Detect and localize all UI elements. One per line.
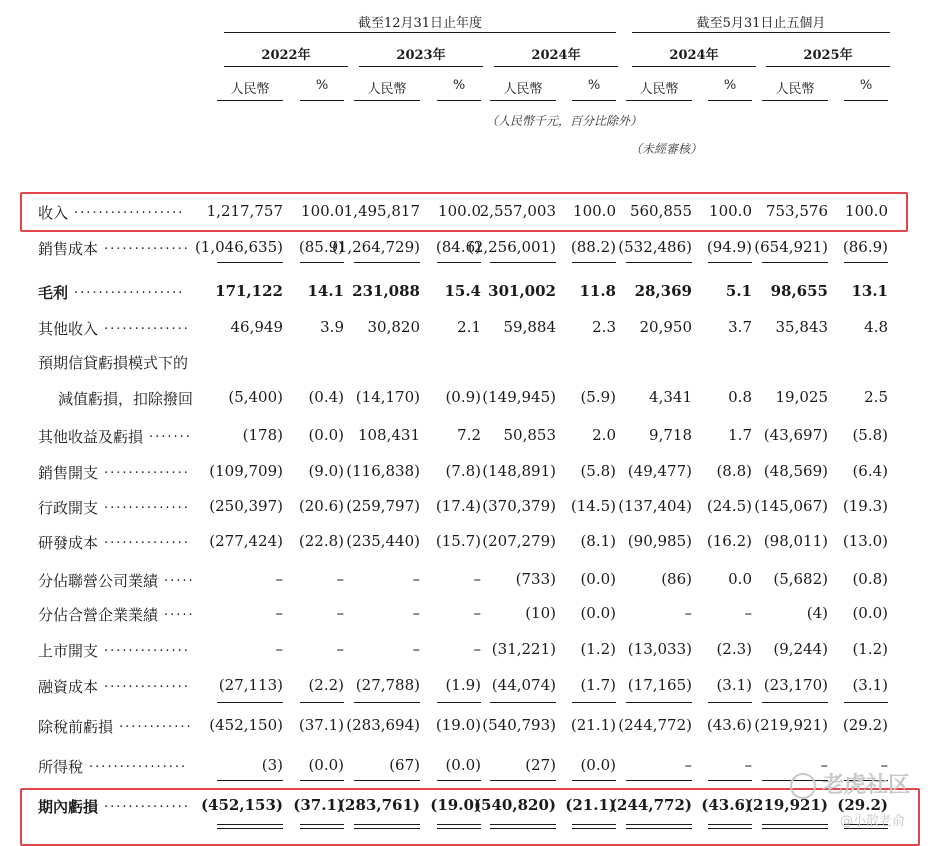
cell-amount: (49,477) <box>627 462 692 480</box>
cell-percent: (1.7) <box>580 676 616 694</box>
cell-amount: (27,113) <box>218 676 283 694</box>
col-header-rule <box>300 100 344 101</box>
cell-percent: (24.5) <box>706 497 752 515</box>
cell-amount: (86) <box>661 570 692 588</box>
cell-amount: (31,221) <box>491 640 556 658</box>
cell-amount: (14,170) <box>355 388 420 406</box>
cell-percent: (20.6) <box>298 497 344 515</box>
cell-amount: (145,067) <box>754 497 828 515</box>
cell-percent: 100.0 <box>573 202 616 220</box>
col-header-rule <box>490 100 556 101</box>
cell-percent: 100.0 <box>709 202 752 220</box>
cell-percent: 0.8 <box>728 388 752 406</box>
col-header-rmb: 人民幣 <box>503 82 543 97</box>
cell-amount: (277,424) <box>209 532 283 550</box>
col-header-rmb: 人民幣 <box>639 82 679 97</box>
cell-amount: (17,165) <box>627 676 692 694</box>
cell-percent: 13.1 <box>851 282 888 300</box>
subtotal-rule <box>762 262 828 263</box>
cell-percent: (94.9) <box>706 238 752 256</box>
row-label: 其他收益及虧損 <box>38 428 144 446</box>
subtotal-rule <box>572 780 616 781</box>
row-label: 收入 <box>38 204 69 222</box>
cell-amount: (178) <box>242 426 283 444</box>
col-header-rule <box>844 100 888 101</box>
cell-percent: (37.1) <box>298 716 344 734</box>
note-unaudited: （未經審核） <box>630 142 703 156</box>
row-leader-dots: ..... <box>164 604 195 619</box>
cell-amount: (10) <box>525 604 556 622</box>
cell-amount: (148,891) <box>482 462 556 480</box>
cell-amount: (116,838) <box>346 462 420 480</box>
cell-percent: (3.1) <box>716 676 752 694</box>
cell-amount: (654,921) <box>754 238 828 256</box>
cell-amount: (2,256,001) <box>467 238 556 256</box>
cell-amount: (4) <box>806 604 828 622</box>
cell-amount: – <box>684 756 692 774</box>
cell-percent: (15.7) <box>435 532 481 550</box>
row-label: 行政開支 <box>38 499 99 517</box>
subtotal-rule <box>354 262 420 263</box>
col-header-rule <box>437 100 481 101</box>
cell-amount: (219,921) <box>754 716 828 734</box>
cell-amount: 46,949 <box>230 318 283 336</box>
row-leader-dots: .............. <box>104 318 190 333</box>
row-leader-dots: .............. <box>104 238 190 253</box>
cell-amount: 1,217,757 <box>206 202 283 220</box>
row-label: 減值虧損，扣除撥回 <box>58 390 194 408</box>
row-label: 期內虧損 <box>38 798 99 816</box>
cell-percent: 100.0 <box>438 202 481 220</box>
year-rule <box>224 66 348 67</box>
watermark-brand <box>790 768 910 799</box>
cell-percent: (2.3) <box>716 640 752 658</box>
cell-percent: 15.4 <box>444 282 481 300</box>
cell-percent: (19.0) <box>430 796 481 814</box>
subtotal-rule <box>217 702 283 703</box>
row-label: 分佔聯營公司業績 <box>38 572 159 590</box>
cell-percent: (29.2) <box>837 796 888 814</box>
col-header-pct: % <box>859 78 873 93</box>
cell-amount: (90,985) <box>627 532 692 550</box>
cell-amount: (48,569) <box>763 462 828 480</box>
subtotal-rule <box>490 780 556 781</box>
col-header-rule <box>354 100 420 101</box>
cell-amount: (532,486) <box>618 238 692 256</box>
col-header-pct: % <box>315 78 329 93</box>
cell-percent: (8.8) <box>716 462 752 480</box>
year-header: 2024年 <box>669 48 719 63</box>
row-leader-dots: .............. <box>104 640 190 655</box>
cell-percent: 5.1 <box>725 282 752 300</box>
cell-amount: (5,682) <box>773 570 828 588</box>
row-leader-dots: .............. <box>104 462 190 477</box>
cell-amount: (540,793) <box>482 716 556 734</box>
year-header: 2022年 <box>261 48 311 63</box>
subtotal-rule <box>490 262 556 263</box>
highlight-box-revenue <box>20 192 908 232</box>
cell-amount: 35,843 <box>775 318 828 336</box>
cell-amount: (370,379) <box>482 497 556 515</box>
cell-amount: 30,820 <box>367 318 420 336</box>
cell-percent: – <box>744 604 752 622</box>
row-leader-dots: .................. <box>74 282 185 297</box>
cell-amount: (540,820) <box>473 796 556 814</box>
cell-amount: (733) <box>515 570 556 588</box>
tiger-logo-icon <box>790 773 816 799</box>
subtotal-rule <box>708 702 752 703</box>
cell-amount: 19,025 <box>775 388 828 406</box>
watermark-handle: @小散老俞 <box>840 814 906 829</box>
cell-amount: (235,440) <box>346 532 420 550</box>
watermark-brand-text: 老虎社区 <box>822 773 911 798</box>
year-rule <box>766 66 890 67</box>
cell-percent: (0.0) <box>852 604 888 622</box>
col-header-rmb: 人民幣 <box>775 82 815 97</box>
cell-percent: (88.2) <box>570 238 616 256</box>
col-header-rule <box>626 100 692 101</box>
cell-amount: 28,369 <box>634 282 692 300</box>
cell-amount: 753,576 <box>765 202 828 220</box>
cell-percent: (19.3) <box>842 497 888 515</box>
cell-percent: (19.0) <box>435 716 481 734</box>
cell-amount: (207,279) <box>482 532 556 550</box>
row-leader-dots: .............. <box>104 532 190 547</box>
col-header-rule <box>572 100 616 101</box>
cell-percent: 3.7 <box>728 318 752 336</box>
subtotal-rule <box>300 262 344 263</box>
cell-percent: (0.0) <box>580 756 616 774</box>
subtotal-rule <box>300 780 344 781</box>
cell-percent: 2.1 <box>457 318 481 336</box>
cell-amount: 171,122 <box>215 282 283 300</box>
cell-amount: 2,557,003 <box>479 202 556 220</box>
subtotal-rule <box>708 780 752 781</box>
row-label: 研發成本 <box>38 534 99 552</box>
subtotal-rule <box>217 262 283 263</box>
cell-percent: (21.1) <box>570 716 616 734</box>
subtotal-rule <box>437 262 481 263</box>
col-header-rmb: 人民幣 <box>230 82 270 97</box>
cell-percent: – <box>336 640 344 658</box>
subtotal-rule <box>626 702 692 703</box>
cell-percent: (7.8) <box>445 462 481 480</box>
cell-amount: – <box>412 570 420 588</box>
row-leader-dots: .............. <box>104 796 190 811</box>
subtotal-rule <box>708 262 752 263</box>
cell-percent: 1.7 <box>728 426 752 444</box>
cell-percent: (1.9) <box>445 676 481 694</box>
cell-percent: (16.2) <box>706 532 752 550</box>
cell-percent: (0.0) <box>580 604 616 622</box>
cell-percent: – <box>336 604 344 622</box>
cell-percent: (86.9) <box>842 238 888 256</box>
year-rule <box>632 66 756 67</box>
cell-percent: (0.8) <box>852 570 888 588</box>
subtotal-rule <box>217 780 283 781</box>
year-rule <box>359 66 483 67</box>
col-header-pct: % <box>452 78 466 93</box>
subtotal-rule <box>626 262 692 263</box>
cell-amount: (5,400) <box>228 388 283 406</box>
cell-amount: 20,950 <box>639 318 692 336</box>
cell-percent: (3.1) <box>852 676 888 694</box>
cell-amount: 59,884 <box>503 318 556 336</box>
cell-amount: – <box>412 640 420 658</box>
cell-amount: (250,397) <box>209 497 283 515</box>
row-leader-dots: ....... <box>149 426 192 441</box>
cell-percent: (85.9) <box>298 238 344 256</box>
cell-amount: (27,788) <box>355 676 420 694</box>
cell-amount: (1,264,729) <box>331 238 420 256</box>
cell-amount: (13,033) <box>627 640 692 658</box>
year-header: 2023年 <box>396 48 446 63</box>
cell-percent: (17.4) <box>435 497 481 515</box>
row-leader-dots: ..... <box>164 570 195 585</box>
cell-percent: (0.4) <box>308 388 344 406</box>
cell-percent: 7.2 <box>457 426 481 444</box>
cell-amount: (109,709) <box>209 462 283 480</box>
row-label: 所得稅 <box>38 758 84 776</box>
cell-amount: (149,945) <box>482 388 556 406</box>
row-leader-dots: .............. <box>104 676 190 691</box>
cell-amount: 9,718 <box>649 426 692 444</box>
cell-amount: 560,855 <box>629 202 692 220</box>
cell-percent: 100.0 <box>845 202 888 220</box>
cell-amount: (283,694) <box>346 716 420 734</box>
subtotal-rule <box>300 702 344 703</box>
cell-percent: (0.0) <box>308 426 344 444</box>
year-header: 2024年 <box>531 48 581 63</box>
cell-percent: (43.6) <box>706 716 752 734</box>
col-header-rule <box>217 100 283 101</box>
cell-percent: 4.8 <box>864 318 888 336</box>
subtotal-rule <box>626 780 692 781</box>
cell-amount: (98,011) <box>763 532 828 550</box>
cell-amount: (452,153) <box>200 796 283 814</box>
cell-percent: 11.8 <box>579 282 616 300</box>
cell-percent: (1.2) <box>580 640 616 658</box>
row-label: 其他收入 <box>38 320 99 338</box>
cell-percent: – <box>880 756 888 774</box>
cell-percent: (14.5) <box>570 497 616 515</box>
cell-amount: (259,797) <box>346 497 420 515</box>
cell-amount: (283,761) <box>337 796 420 814</box>
header-rule <box>224 32 616 33</box>
cell-amount: (9,244) <box>773 640 828 658</box>
cell-percent: (13.0) <box>842 532 888 550</box>
col-header-rmb: 人民幣 <box>367 82 407 97</box>
cell-percent: (43.6) <box>701 796 752 814</box>
cell-percent: (22.8) <box>298 532 344 550</box>
row-label: 預期信貸虧損模式下的 <box>38 354 189 372</box>
subtotal-rule <box>572 262 616 263</box>
row-leader-dots: .................. <box>74 202 185 217</box>
cell-amount: (3) <box>261 756 283 774</box>
cell-percent: (0.0) <box>308 756 344 774</box>
cell-amount: (452,150) <box>209 716 283 734</box>
year-header: 2025年 <box>803 48 853 63</box>
cell-amount: 98,655 <box>770 282 828 300</box>
cell-percent: 100.0 <box>301 202 344 220</box>
cell-percent: – <box>473 570 481 588</box>
cell-amount: (43,697) <box>763 426 828 444</box>
cell-amount: (244,772) <box>618 716 692 734</box>
row-label: 銷售成本 <box>38 240 99 258</box>
cell-percent: (2.2) <box>308 676 344 694</box>
cell-percent: 2.0 <box>592 426 616 444</box>
cell-percent: 3.9 <box>320 318 344 336</box>
cell-amount: 301,002 <box>488 282 556 300</box>
cell-percent: (0.0) <box>445 756 481 774</box>
row-label: 融資成本 <box>38 678 99 696</box>
row-label: 除稅前虧損 <box>38 718 114 736</box>
cell-amount: (219,921) <box>745 796 828 814</box>
cell-amount: (23,170) <box>763 676 828 694</box>
cell-percent: 0.0 <box>728 570 752 588</box>
row-leader-dots: .............. <box>104 497 190 512</box>
cell-percent: – <box>336 570 344 588</box>
cell-amount: (244,772) <box>609 796 692 814</box>
cell-amount: 50,853 <box>503 426 556 444</box>
cell-percent: (29.2) <box>842 716 888 734</box>
cell-percent: – <box>473 640 481 658</box>
header-rule <box>632 32 890 33</box>
row-leader-dots: ................ <box>89 756 188 771</box>
header-group-fiscal-year: 截至12月31日止年度 <box>357 16 483 31</box>
year-rule <box>494 66 618 67</box>
col-header-pct: % <box>587 78 601 93</box>
subtotal-rule <box>490 702 556 703</box>
cell-percent: 2.3 <box>592 318 616 336</box>
cell-percent: 14.1 <box>307 282 344 300</box>
col-header-rule <box>762 100 828 101</box>
cell-amount: – <box>412 604 420 622</box>
subtotal-rule <box>572 702 616 703</box>
subtotal-rule <box>844 702 888 703</box>
cell-amount: 231,088 <box>352 282 420 300</box>
subtotal-rule <box>354 702 420 703</box>
cell-percent: (8.1) <box>580 532 616 550</box>
note-units: （人民幣千元，百分比除外） <box>486 114 643 128</box>
row-leader-dots: ............ <box>119 716 193 731</box>
cell-amount: (27) <box>525 756 556 774</box>
cell-percent: (9.0) <box>308 462 344 480</box>
cell-amount: (137,404) <box>618 497 692 515</box>
cell-percent: (84.6) <box>435 238 481 256</box>
row-label: 分佔合營企業業績 <box>38 606 159 624</box>
cell-percent: (5.8) <box>580 462 616 480</box>
cell-percent: (6.4) <box>852 462 888 480</box>
cell-percent: 2.5 <box>864 388 888 406</box>
subtotal-rule <box>354 780 420 781</box>
cell-amount: – <box>820 756 828 774</box>
cell-amount: 1,495,817 <box>343 202 420 220</box>
cell-amount: – <box>275 640 283 658</box>
subtotal-rule <box>844 262 888 263</box>
cell-amount: 108,431 <box>357 426 420 444</box>
col-header-pct: % <box>723 78 737 93</box>
cell-percent: – <box>744 756 752 774</box>
header-group-five-months: 截至5月31日止五個月 <box>696 16 826 31</box>
cell-percent: (37.1) <box>293 796 344 814</box>
cell-percent: (0.0) <box>580 570 616 588</box>
cell-amount: 4,341 <box>649 388 692 406</box>
cell-amount: (1,046,635) <box>194 238 283 256</box>
cell-percent: (0.9) <box>445 388 481 406</box>
subtotal-rule <box>762 702 828 703</box>
highlight-box-loss <box>20 788 920 846</box>
cell-amount: (44,074) <box>491 676 556 694</box>
row-label: 銷售開支 <box>38 464 99 482</box>
cell-percent: (21.1) <box>565 796 616 814</box>
cell-amount: (67) <box>389 756 420 774</box>
cell-amount: – <box>275 604 283 622</box>
cell-percent: (5.8) <box>852 426 888 444</box>
cell-percent: (1.2) <box>852 640 888 658</box>
row-label: 毛利 <box>38 284 69 302</box>
cell-amount: – <box>684 604 692 622</box>
subtotal-rule <box>437 702 481 703</box>
cell-amount: – <box>275 570 283 588</box>
col-header-rule <box>708 100 752 101</box>
row-label: 上市開支 <box>38 642 99 660</box>
cell-percent: – <box>473 604 481 622</box>
cell-percent: (5.9) <box>580 388 616 406</box>
subtotal-rule <box>437 780 481 781</box>
